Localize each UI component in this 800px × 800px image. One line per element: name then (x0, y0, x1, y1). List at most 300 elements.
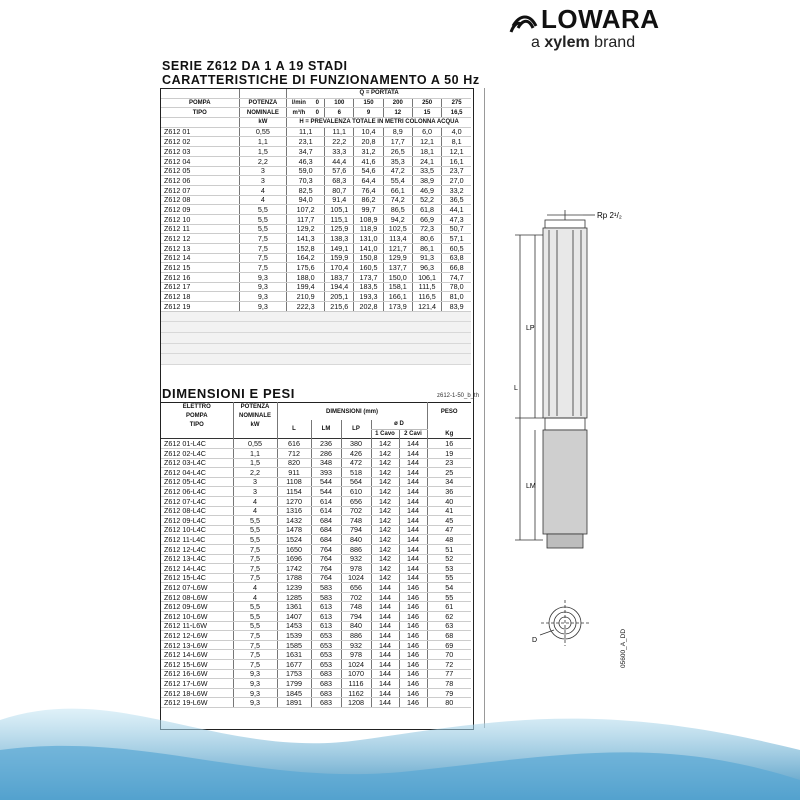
model-cell: Z612 09-L4C (161, 516, 233, 526)
value-cell: 44,1 (442, 205, 471, 215)
value-cell: 764 (311, 573, 341, 583)
value-cell: 94,2 (383, 214, 412, 224)
model-cell: Z612 18-L6W (161, 688, 233, 698)
pump-type-cell: Z612 15 (161, 263, 239, 273)
value-cell: 1024 (341, 573, 371, 583)
model-cell: Z612 10-L6W (161, 612, 233, 622)
value-cell: 144 (399, 544, 427, 554)
performance-row (161, 156, 471, 166)
pump-type-cell: Z612 13 (161, 244, 239, 254)
value-cell: 63,8 (442, 253, 471, 263)
value-cell: 7,5 (233, 640, 277, 650)
value-cell: 144 (399, 468, 427, 478)
value-cell: 16 (427, 439, 471, 449)
value-cell: 683 (311, 688, 341, 698)
value-cell: 5,5 (233, 612, 277, 622)
value-cell: 41 (427, 506, 471, 516)
value-cell: 61,8 (412, 205, 441, 215)
value-cell: 794 (341, 612, 371, 622)
value-cell: 1524 (277, 535, 311, 545)
value-cell: 23 (427, 458, 471, 468)
value-cell: 54,6 (354, 166, 383, 176)
value-cell: 3 (239, 176, 287, 186)
value-cell: 9,3 (239, 282, 287, 292)
model-cell: Z612 13-L4C (161, 554, 233, 564)
value-cell: 764 (311, 554, 341, 564)
model-cell: Z612 04-L4C (161, 468, 233, 478)
value-cell: 656 (341, 583, 371, 593)
value-cell: 146 (399, 688, 427, 698)
value-cell: 840 (341, 535, 371, 545)
dimension-row (161, 496, 471, 506)
value-cell: 53 (427, 564, 471, 574)
value-cell: 653 (311, 650, 341, 660)
value-cell: 138,3 (325, 234, 354, 244)
dimension-row (161, 448, 471, 458)
value-cell: 20,8 (354, 137, 383, 147)
value-cell: 63 (427, 621, 471, 631)
value-cell: 12,1 (442, 147, 471, 157)
col-peso: PESO (427, 403, 471, 421)
value-cell: 146 (399, 669, 427, 679)
flow-m3h: 16,5 (442, 108, 471, 118)
value-cell: 38,9 (412, 176, 441, 186)
col-tipo: TIPO (189, 421, 204, 428)
dimension-row (161, 612, 471, 622)
value-cell: 24,1 (412, 156, 441, 166)
lp-label: LP (526, 325, 535, 332)
value-cell: 142 (371, 554, 399, 564)
pump-type-cell: Z612 18 (161, 292, 239, 302)
model-cell: Z612 07-L6W (161, 583, 233, 593)
page-title: SERIE Z612 DA 1 A 19 STADI (162, 59, 348, 73)
model-cell: Z612 19-L6W (161, 698, 233, 708)
value-cell: 144 (371, 669, 399, 679)
pump-type-cell: Z612 01 (161, 127, 239, 137)
value-cell: 115,1 (325, 214, 354, 224)
dimension-row (161, 631, 471, 641)
value-cell: 932 (341, 640, 371, 650)
value-cell: 144 (399, 448, 427, 458)
dimension-row (161, 506, 471, 516)
value-cell: 27,0 (442, 176, 471, 186)
col-lp: LP (341, 420, 371, 439)
brand-name: LOWARA (541, 4, 660, 34)
value-cell: 142 (371, 439, 399, 449)
dimension-row (161, 554, 471, 564)
pump-type-cell: Z612 14 (161, 253, 239, 263)
col-lm: LM (311, 420, 341, 439)
value-cell: 286 (311, 448, 341, 458)
value-cell: 144 (371, 679, 399, 689)
model-cell: Z612 17-L6W (161, 679, 233, 689)
dimension-row (161, 535, 471, 545)
col-2cavi: 2 Cavi (399, 429, 427, 439)
value-cell: 978 (341, 650, 371, 660)
value-cell: 564 (341, 477, 371, 487)
value-cell: 23,1 (287, 137, 325, 147)
model-cell: Z612 08-L4C (161, 506, 233, 516)
value-cell: 144 (371, 621, 399, 631)
value-cell: 3 (233, 477, 277, 487)
value-cell: 107,2 (287, 205, 325, 215)
value-cell: 146 (399, 621, 427, 631)
dimension-row (161, 602, 471, 612)
value-cell: 131,0 (354, 234, 383, 244)
value-cell: 68,3 (325, 176, 354, 186)
value-cell: 47,2 (383, 166, 412, 176)
performance-row (161, 214, 471, 224)
pump-type-cell: Z612 08 (161, 195, 239, 205)
value-cell: 794 (341, 525, 371, 535)
value-cell: 583 (311, 583, 341, 593)
model-cell: Z612 05-L4C (161, 477, 233, 487)
col-1cavo: 1 Cavo (371, 429, 399, 439)
value-cell: 146 (399, 640, 427, 650)
value-cell: 164,2 (287, 253, 325, 263)
unit-m3h: m³/h (287, 108, 311, 118)
model-cell: Z612 14-L6W (161, 650, 233, 660)
value-cell: 144 (399, 554, 427, 564)
value-cell: 18,1 (412, 147, 441, 157)
value-cell: 518 (341, 468, 371, 478)
value-cell: 166,1 (383, 292, 412, 302)
dimension-row (161, 544, 471, 554)
performance-row (161, 302, 471, 312)
value-cell: 684 (311, 525, 341, 535)
dimension-row (161, 525, 471, 535)
flow-m3h: 9 (354, 108, 383, 118)
value-cell: 141,0 (354, 244, 383, 254)
value-cell: 35,3 (383, 156, 412, 166)
value-cell: 6,0 (412, 127, 441, 137)
value-cell: 1361 (277, 602, 311, 612)
value-cell: 86,1 (412, 244, 441, 254)
pump-type-cell: Z612 12 (161, 234, 239, 244)
col-l: L (277, 420, 311, 439)
flow-m3h: 0 (311, 108, 325, 118)
value-cell: 102,5 (383, 224, 412, 234)
value-cell: 1285 (277, 592, 311, 602)
dimension-row (161, 621, 471, 631)
value-cell: 7,5 (239, 234, 287, 244)
value-cell: 144 (399, 439, 427, 449)
brand-tagline: a xylem brand (531, 34, 636, 51)
value-cell: 1316 (277, 506, 311, 516)
col-kg: Kg (427, 429, 471, 439)
value-cell: 932 (341, 554, 371, 564)
value-cell: 144 (371, 688, 399, 698)
model-cell: Z612 15-L6W (161, 660, 233, 670)
value-cell: 215,6 (325, 302, 354, 312)
value-cell: 2,2 (233, 468, 277, 478)
page-subtitle: CARATTERISTICHE DI FUNZIONAMENTO A 50 Hz (162, 73, 480, 87)
pump-type-cell: Z612 11 (161, 224, 239, 234)
value-cell: 34,7 (287, 147, 325, 157)
flow-lmin: 0 (311, 98, 325, 108)
model-cell: Z612 08-L6W (161, 592, 233, 602)
value-cell: 121,4 (412, 302, 441, 312)
value-cell: 210,9 (287, 292, 325, 302)
value-cell: 45 (427, 516, 471, 526)
value-cell: 820 (277, 458, 311, 468)
value-cell: 137,7 (383, 263, 412, 273)
pump-type-cell: Z612 05 (161, 166, 239, 176)
model-cell: Z612 15-L4C (161, 573, 233, 583)
value-cell: 748 (341, 602, 371, 612)
value-cell: 1585 (277, 640, 311, 650)
value-cell: 62 (427, 612, 471, 622)
value-cell: 188,0 (287, 273, 325, 283)
performance-row (161, 127, 471, 137)
value-cell: 83,9 (442, 302, 471, 312)
value-cell: 544 (311, 477, 341, 487)
dimension-row (161, 583, 471, 593)
value-cell: 142 (371, 487, 399, 497)
value-cell: 4 (233, 496, 277, 506)
col-pompa: POMPA (185, 412, 208, 419)
value-cell: 55 (427, 573, 471, 583)
value-cell: 82,5 (287, 185, 325, 195)
pump-type-cell: Z612 19 (161, 302, 239, 312)
col-dimensioni: DIMENSIONI (mm) (277, 403, 427, 421)
performance-row (161, 224, 471, 234)
value-cell: 911 (277, 468, 311, 478)
value-cell: 144 (399, 506, 427, 516)
performance-row (161, 176, 471, 186)
performance-rows (161, 127, 471, 311)
value-cell: 144 (399, 496, 427, 506)
value-cell: 51 (427, 544, 471, 554)
value-cell: 683 (311, 669, 341, 679)
value-cell: 1,1 (233, 448, 277, 458)
value-cell: 144 (371, 698, 399, 708)
value-cell: 144 (399, 487, 427, 497)
value-cell: 129,9 (383, 253, 412, 263)
value-cell: 142 (371, 468, 399, 478)
value-cell: 17,7 (383, 137, 412, 147)
value-cell: 144 (371, 640, 399, 650)
value-cell: 712 (277, 448, 311, 458)
col-d: ø D (371, 420, 427, 429)
value-cell: 1453 (277, 621, 311, 631)
value-cell: 7,5 (233, 554, 277, 564)
value-cell: 99,7 (354, 205, 383, 215)
value-cell: 0,55 (233, 439, 277, 449)
value-cell: 1,1 (239, 137, 287, 147)
value-cell: 144 (399, 477, 427, 487)
value-cell: 152,8 (287, 244, 325, 254)
flow-lmin: 250 (412, 98, 441, 108)
value-cell: 4 (233, 506, 277, 516)
value-cell: 105,1 (325, 205, 354, 215)
model-cell: Z612 14-L4C (161, 564, 233, 574)
d-label: D (532, 637, 538, 644)
performance-code: z612-1-50_b_th (437, 393, 480, 399)
value-cell: 5,5 (233, 535, 277, 545)
value-cell: 653 (311, 640, 341, 650)
value-cell: 41,6 (354, 156, 383, 166)
q-label: Q = PORTATA (287, 89, 471, 98)
dimension-row (161, 592, 471, 602)
value-cell: 33,5 (412, 166, 441, 176)
value-cell: 142 (371, 477, 399, 487)
value-cell: 144 (371, 602, 399, 612)
value-cell: 1539 (277, 631, 311, 641)
value-cell: 81,0 (442, 292, 471, 302)
value-cell: 70,3 (287, 176, 325, 186)
value-cell: 5,5 (233, 516, 277, 526)
pump-type-cell: Z612 16 (161, 273, 239, 283)
value-cell: 25 (427, 468, 471, 478)
value-cell: 36,5 (442, 195, 471, 205)
value-cell: 0,55 (239, 127, 287, 137)
value-cell: 69 (427, 640, 471, 650)
value-cell: 31,2 (354, 147, 383, 157)
value-cell: 76,4 (354, 185, 383, 195)
value-cell: 150,0 (383, 273, 412, 283)
pump-type-cell: Z612 06 (161, 176, 239, 186)
value-cell: 158,1 (383, 282, 412, 292)
value-cell: 380 (341, 439, 371, 449)
value-cell: 5,5 (239, 224, 287, 234)
value-cell: 118,9 (354, 224, 383, 234)
value-cell: 472 (341, 458, 371, 468)
value-cell: 142 (371, 564, 399, 574)
value-cell: 1845 (277, 688, 311, 698)
value-cell: 173,7 (354, 273, 383, 283)
value-cell: 144 (371, 583, 399, 593)
value-cell: 144 (399, 535, 427, 545)
dimension-row (161, 564, 471, 574)
value-cell: 9,3 (233, 679, 277, 689)
value-cell: 886 (341, 544, 371, 554)
pump-type-cell: Z612 02 (161, 137, 239, 147)
dimensions-title: DIMENSIONI E PESI (162, 386, 296, 401)
performance-row (161, 282, 471, 292)
value-cell: 7,5 (239, 263, 287, 273)
value-cell: 1024 (341, 660, 371, 670)
value-cell: 9,3 (233, 698, 277, 708)
performance-row (161, 273, 471, 283)
value-cell: 9,3 (233, 669, 277, 679)
value-cell: 614 (311, 506, 341, 516)
performance-row (161, 234, 471, 244)
value-cell: 57,1 (442, 234, 471, 244)
value-cell: 764 (311, 544, 341, 554)
value-cell: 142 (371, 525, 399, 535)
value-cell: 7,5 (233, 573, 277, 583)
value-cell: 144 (399, 516, 427, 526)
value-cell: 8,1 (442, 137, 471, 147)
value-cell: 1742 (277, 564, 311, 574)
value-cell: 80 (427, 698, 471, 708)
value-cell: 544 (311, 487, 341, 497)
value-cell: 52 (427, 554, 471, 564)
value-cell: 1696 (277, 554, 311, 564)
col-kw: kW (233, 420, 277, 429)
value-cell: 54 (427, 583, 471, 593)
dimension-row (161, 573, 471, 583)
value-cell: 7,5 (233, 564, 277, 574)
value-cell: 348 (311, 458, 341, 468)
model-cell: Z612 13-L6W (161, 640, 233, 650)
pump-type-cell: Z612 07 (161, 185, 239, 195)
l-label: L (514, 385, 518, 392)
value-cell: 5,5 (239, 214, 287, 224)
drawing-code: 05600_A_DD (620, 628, 627, 668)
value-cell: 683 (311, 679, 341, 689)
value-cell: 1677 (277, 660, 311, 670)
flow-m3h: 12 (383, 108, 412, 118)
value-cell: 72,3 (412, 224, 441, 234)
value-cell: 33,3 (325, 147, 354, 157)
value-cell: 1,5 (239, 147, 287, 157)
value-cell: 91,3 (412, 253, 441, 263)
value-cell: 610 (341, 487, 371, 497)
value-cell: 142 (371, 535, 399, 545)
col-pump: POMPA (161, 98, 239, 108)
value-cell: 66,8 (442, 263, 471, 273)
value-cell: 1,5 (233, 458, 277, 468)
value-cell: 149,1 (325, 244, 354, 254)
value-cell: 94,0 (287, 195, 325, 205)
value-cell: 80,7 (325, 185, 354, 195)
value-cell: 44,4 (325, 156, 354, 166)
value-cell: 36 (427, 487, 471, 497)
pump-type-cell: Z612 04 (161, 156, 239, 166)
value-cell: 1432 (277, 516, 311, 526)
value-cell: 144 (371, 612, 399, 622)
col-nominale: NOMINALE (233, 412, 277, 421)
value-cell: 1891 (277, 698, 311, 708)
value-cell: 16,1 (442, 156, 471, 166)
water-wave-icon (0, 640, 800, 800)
value-cell: 150,8 (354, 253, 383, 263)
flow-lmin: 200 (383, 98, 412, 108)
value-cell: 48 (427, 535, 471, 545)
value-cell: 9,3 (239, 273, 287, 283)
value-cell: 59,0 (287, 166, 325, 176)
performance-row (161, 292, 471, 302)
value-cell: 12,1 (412, 137, 441, 147)
col-elettro: ELETTRO (182, 404, 211, 411)
value-cell: 40 (427, 496, 471, 506)
value-cell: 117,7 (287, 214, 325, 224)
value-cell: 614 (311, 496, 341, 506)
dimension-row (161, 468, 471, 478)
value-cell: 426 (341, 448, 371, 458)
value-cell: 616 (277, 439, 311, 449)
value-cell: 144 (371, 592, 399, 602)
dimension-row (161, 439, 471, 449)
value-cell: 175,6 (287, 263, 325, 273)
value-cell: 702 (341, 592, 371, 602)
value-cell: 684 (311, 516, 341, 526)
value-cell: 5,5 (233, 525, 277, 535)
value-cell: 613 (311, 621, 341, 631)
value-cell: 144 (371, 660, 399, 670)
value-cell: 11,1 (325, 127, 354, 137)
value-cell: 205,1 (325, 292, 354, 302)
dimension-row (161, 458, 471, 468)
value-cell: 656 (341, 496, 371, 506)
value-cell: 5,5 (233, 621, 277, 631)
value-cell: 144 (399, 525, 427, 535)
value-cell: 2,2 (239, 156, 287, 166)
value-cell: 146 (399, 698, 427, 708)
value-cell: 1208 (341, 698, 371, 708)
